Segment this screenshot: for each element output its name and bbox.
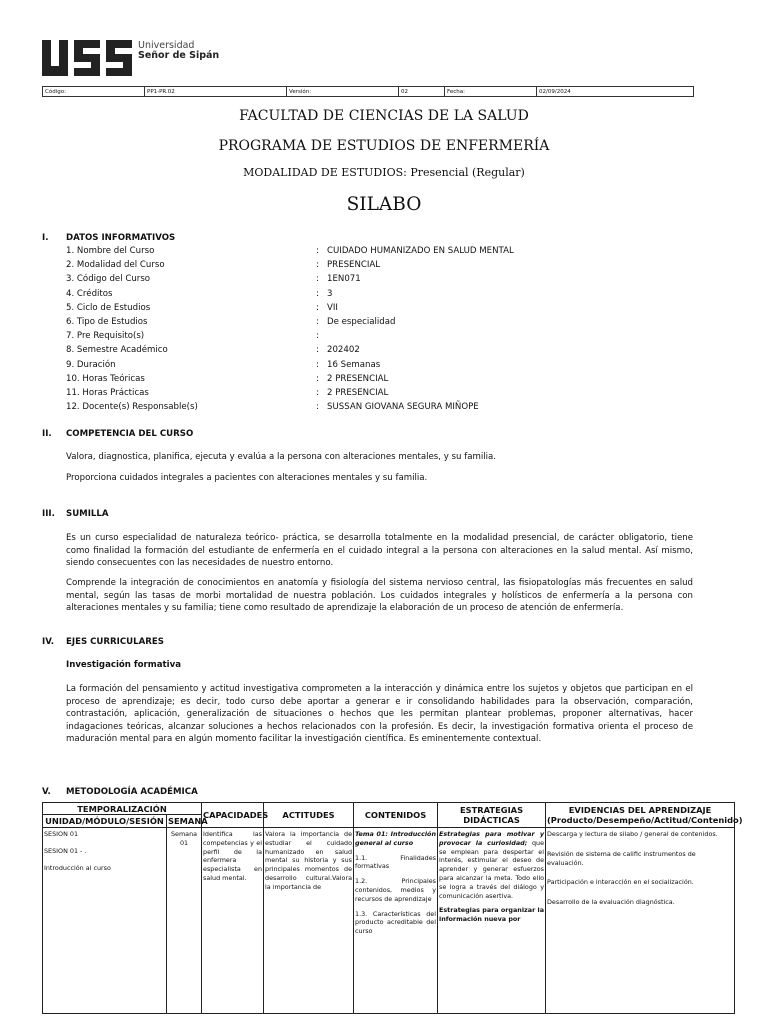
info-row: 1. Nombre del Curso : CUIDADO HUMANIZADO EN SALUD MENTAL [66,246,514,256]
evidencias-cell: Descarga y lectura de silabo / general de contenidos. Revisión de sistema de calific instrumentos de evaluación. Participación e interacción en el socialización. Desarrollo de la evaluación diagnóstica. [546,828,735,1014]
header-capacidades: CAPACIDADES [202,803,264,828]
version-value: 02 [399,87,445,97]
competencia-paragraph: Proporciona cuidados integrales a pacientes con alteraciones mentales y su familia. [66,473,428,483]
info-row: 10. Horas Teóricas : 2 PRESENCIAL [66,373,389,384]
version-label: Versión: [287,87,399,97]
section-heading: V. METODOLOGÍA ACADÉMICA [42,787,198,797]
actitudes-cell: Valora la importancia de estudiar el cuidado humanizado en salud mental su historia y sus principales momentos de desarrollo cultural.Valora la importancia de [264,828,354,1014]
header-unidad: UNIDAD/MÓDULO/SESIÓN [43,815,167,828]
capacidades-cell: Identifica las competencias y el perfil de la enfermera especialista en salud mental. [202,828,264,1014]
sesion-cell: SESION 01 SESION 01 - . Introducción al curso [43,828,167,1014]
semana-cell: Semana 01 [167,828,202,1014]
modality-title: MODALIDAD DE ESTUDIOS: Presencial (Regular) [243,166,525,179]
program-title: PROGRAMA DE ESTUDIOS DE ENFERMERÍA [218,138,550,154]
info-row: 8. Semestre Académico : 202402 [66,345,360,356]
metodologia-table [42,802,743,1014]
info-row: 7. Pre Requisito(s) : [66,331,319,342]
date-label: Fecha: [445,87,537,97]
header-contenidos: CONTENIDOS [354,803,438,828]
info-row: 6. Tipo de Estudios : De especialidad [66,316,396,327]
section-heading: IV. EJES CURRICULARES [42,637,164,647]
info-row: 2. Modalidad del Curso : PRESENCIAL [66,260,381,271]
competencia-paragraph: Valora, diagnostica, planifica, ejecuta y evalúa a la persona con alteraciones mentales, y su familia. [66,452,497,462]
section-heading: III. SUMILLA [42,509,109,519]
ejes-paragraph: La formación del pensamiento y actitud investigativa comprometen a la interacción y dinámica entre los sujetos y objetos que participan en el proceso de aprendizaje; es decir, todo curso debe aportar a generar e ir consolidando habilidades para la observación, comparación, contrastación, aplicación, generalización de situaciones o hechos que les permitan plantear problemas, proponer alternativas, hacer indagaciones teóricas, alcanzar soluciones a hechos relacionados con la profesión. Es decir, la investigación formativa orienta el proceso de maduración mental para en algún momento facilitar la investigación científica. Es eminentemente contextual. [66,684,693,744]
section-heading: II. COMPETENCIA DEL CURSO [42,429,194,439]
header-evidencias: EVIDENCIAS DEL APRENDIZAJE (Producto/Desempeño/Actitud/Contenido) [546,803,735,828]
faculty-title: FACULTAD DE CIENCIAS DE LA SALUD [239,108,529,124]
header-actitudes: ACTITUDES [264,803,354,828]
uss-logo-icon [42,40,132,76]
sumilla-paragraph: Comprende la integración de conocimientos en anatomía y fisiología del sistema nervioso central, las fisiopatologías más frecuentes en salud mental, según las tasas de morbi mortalidad de nuestra población. Los cuidados integrales y holísticos de enfermería a la persona con alteraciones mentales y su familia; tiene como resultado de aprendizaje la elaboración de un proceso de atención de enfermería. [66,578,693,613]
info-row: 11. Horas Prácticas : 2 PRESENCIAL [66,387,389,398]
date-value: 02/09/2024 [537,87,694,97]
logo-line-1: Universidad [138,40,195,51]
course-info-list [66,246,706,416]
info-row: 4. Créditos : 3 [66,288,333,299]
logo-line-2: Señor de Sipán [138,50,220,61]
header-semana: SEMANA [168,816,208,826]
contenidos-cell: Tema 01: Introducción general al curso 1.1. Finalidades formativas 1.2. Principales contenidos, medios y recursos de aprendizaje 1.3. Características del producto acreditable del curso [354,828,438,1014]
document-title: SILABO [346,194,422,215]
info-row: 3. Código del Curso : 1EN071 [66,274,361,285]
document-code-table [42,86,694,97]
university-logo [42,40,219,76]
info-row: 9. Duración : 16 Semanas [66,359,381,370]
info-row: 5. Ciclo de Estudios : VII [66,302,338,313]
section-heading: I. DATOS INFORMATIVOS [42,233,176,243]
estrategias-cell: Estrategias para motivar y provocar la curiosidad; que se emplean para despertar el interés, estimular el deseo de aprender y generar esfuerzos para alcanzar la meta. Todo ello se logra a través del diálogo y comunicación asertiva. Estrategias para organizar la información nueva por [438,828,546,1014]
code-label: Código: [43,87,145,97]
code-value: PP1-PR.02 [145,87,287,97]
header-estrategias: ESTRATEGIAS DIDÁCTICAS [438,803,546,828]
header-temporalizacion: TEMPORALIZACIÓN [43,803,202,815]
sumilla-paragraph: Es un curso especialidad de naturaleza teórico- práctica, se desarrolla totalmente en la modalidad presencial, de carácter obligatorio, tiene como finalidad la formación del estudiante de enfermería en el cuidado integral a la persona con alteraciones en la salud mental. Así mismo, siendo consecuentes con las necesidades de nuestro entorno. [66,533,693,568]
info-row: 12. Docente(s) Responsable(s) : SUSSAN GIOVANA SEGURA MIÑOPE [66,402,479,413]
ejes-subtitle: Investigación formativa [66,660,182,670]
